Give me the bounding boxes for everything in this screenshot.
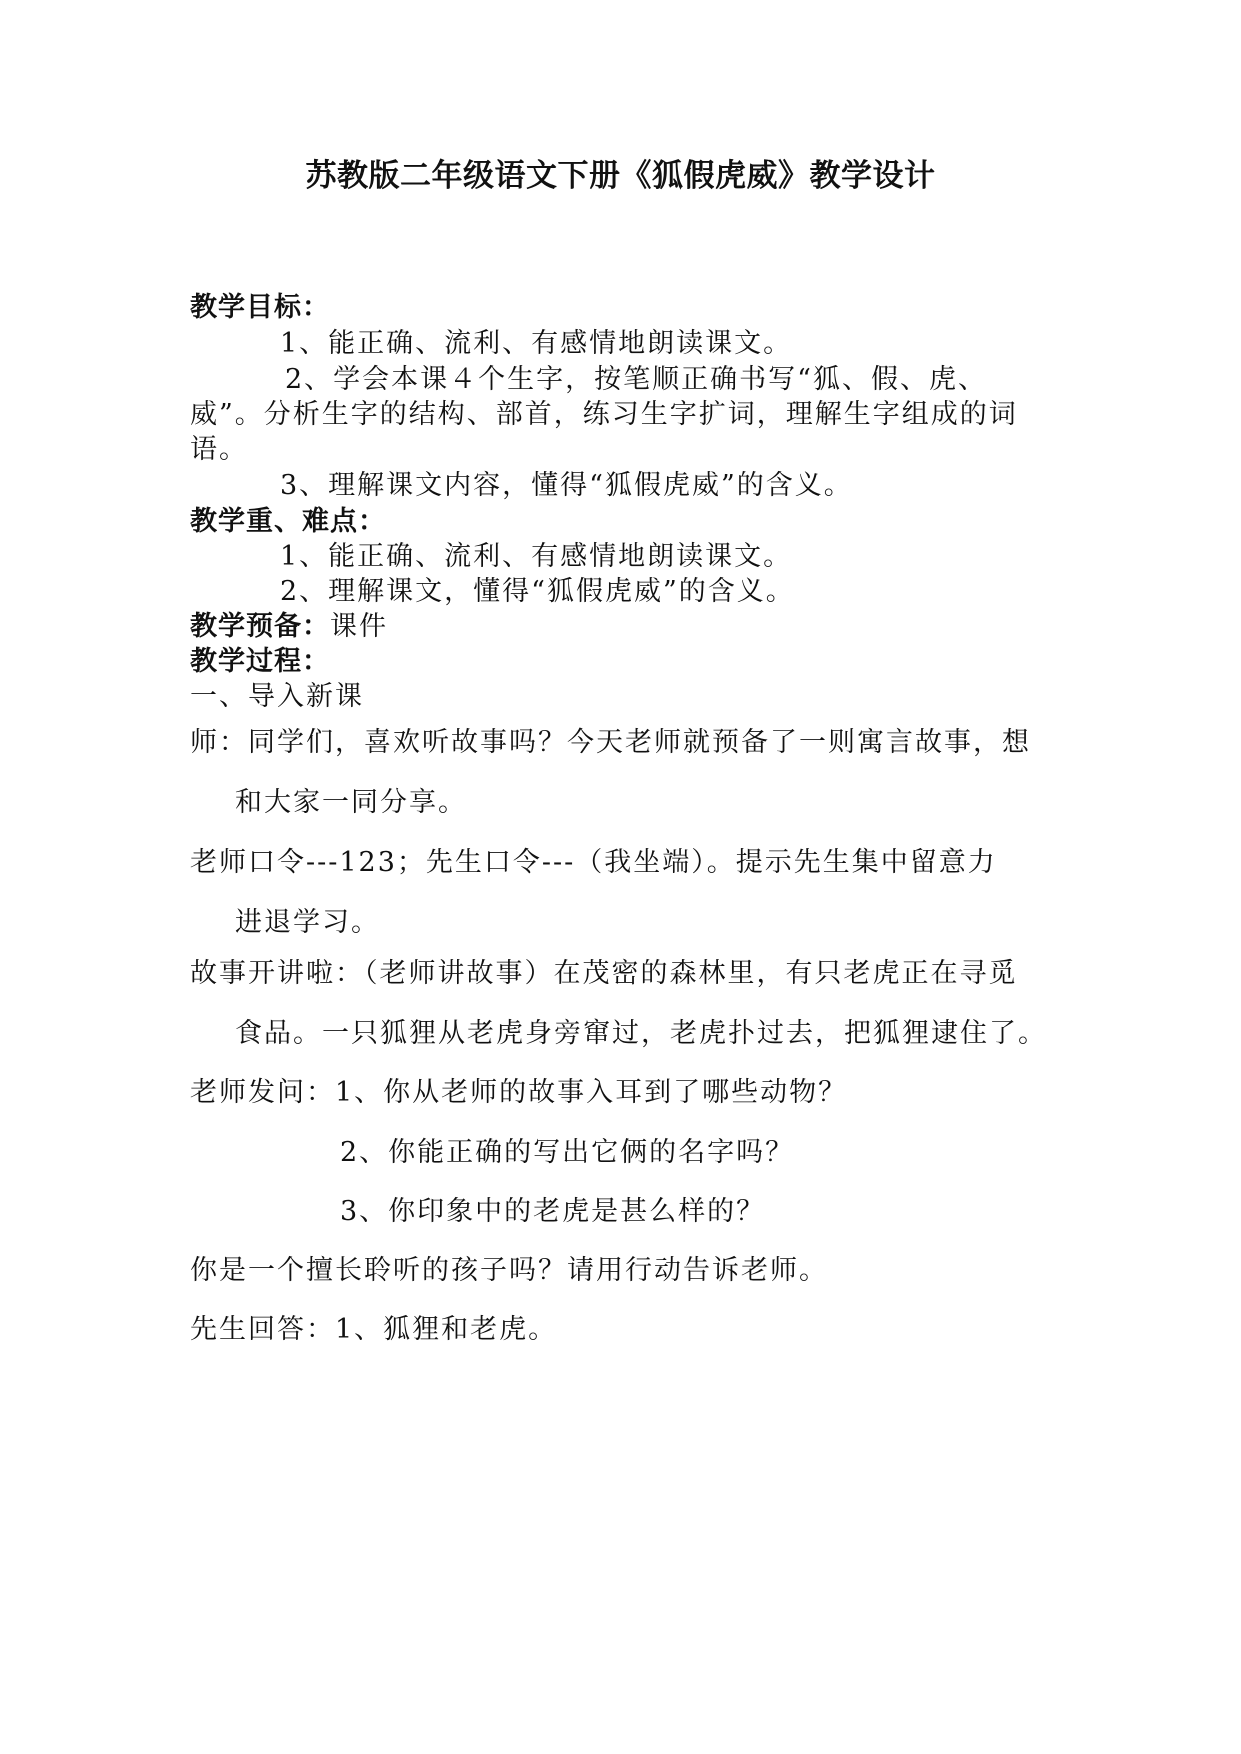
process-line-10: 你是一个擅长聆听的孩子吗？请用行动告诉老师。 (190, 1255, 828, 1286)
objective-item-2-end: 语。 (190, 434, 248, 465)
process-line-2: 和大家一同分享。 (235, 787, 467, 818)
process-line-9: 3、你印象中的老虎是甚么样的？ (340, 1196, 766, 1227)
objective-item-3: 3、理解课文内容，懂得“狐假虎威”的含义。 (280, 470, 853, 501)
objective-item-2: 2、学会本课４个生字，按笔顺正确书写“狐、假、虎、 (285, 364, 987, 395)
preparation-line (190, 611, 388, 642)
process-line-7: 老师发问：1、你从老师的故事入耳到了哪些动物？ (190, 1077, 848, 1108)
objectives-heading: 教学目标： (190, 292, 330, 323)
preparation-heading: 教学预备： (190, 611, 330, 642)
document-title: 苏教版二年级语文下册《狐假虎威》教学设计 (305, 158, 936, 194)
process-line-8: 2、你能正确的写出它俩的名字吗？ (340, 1137, 795, 1168)
process-line-3: 老师口令---123；先生口令---（我坐端）。提示先生集中留意力 (190, 847, 997, 878)
process-line-1: 师：同学们，喜欢听故事吗？今天老师就预备了一则寓言故事，想 (190, 727, 1031, 758)
section-1-heading: 一、导入新课 (190, 681, 364, 712)
process-line-4: 进退学习。 (235, 907, 380, 938)
process-line-6: 食品。一只狐狸从老虎身旁窜过，老虎扑过去，把狐狸逮住了。 (235, 1018, 1047, 1049)
process-heading: 教学过程： (190, 646, 330, 677)
key-point-item-1: 1、能正确、流利、有感情地朗读课文。 (280, 541, 793, 572)
key-point-item-2: 2、理解课文，懂得“狐假虎威”的含义。 (280, 576, 795, 607)
process-line-11: 先生回答：1、狐狸和老虎。 (190, 1314, 558, 1345)
key-points-heading: 教学重、难点： (190, 506, 386, 537)
process-line-5: 故事开讲啦：（老师讲故事）在茂密的森林里，有只老虎正在寻觅 (190, 958, 1018, 989)
objective-item-2-continued: 威”。分析生字的结构、部首，练习生字扩词，理解生字组成的词 (190, 399, 1018, 430)
objective-item-1: 1、能正确、流利、有感情地朗读课文。 (280, 328, 793, 359)
preparation-value: 课件 (330, 611, 388, 642)
